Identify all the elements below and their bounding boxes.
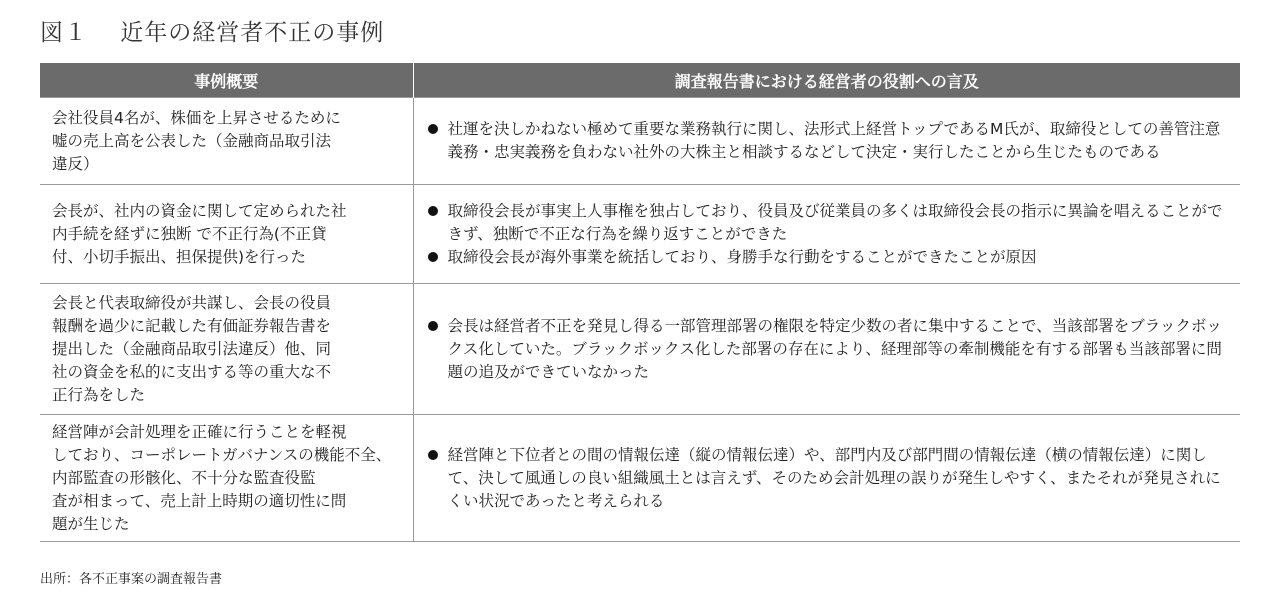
role-mention-text: 経営陣と下位者との間の情報伝達（縦の情報伝達）や、部門内及び部門間の情報伝達（横の情報伝達）に関して、決して風通しの良い組織風土とは言えず、そのため会計処理の誤りが発生しやすく、またそれが発見されにくい状況であったと考えられる (447, 445, 1221, 510)
case-summary-cell (40, 98, 413, 185)
list-item (426, 444, 1231, 513)
role-mention-list (426, 200, 1231, 269)
bullet-icon (428, 206, 438, 216)
list-item (426, 200, 1231, 246)
role-mention-text: 会長は経営者不正を発見し得る一部管理部署の権限を特定少数の者に集中することで、当該部署をブラックボックス化していた。ブラックボックス化した部署の存在により、経理部等の牽制機能を有する部署も当該部署に問題の追及ができていなかった (447, 316, 1222, 381)
role-mention-text: 取締役会長が事実上人事権を独占しており、役員及び従業員の多くは取締役会長の指示に異論を唱えることができず、独断で不正な行為を繰り返すことができた (447, 201, 1223, 243)
case-summary: 会長が、社内の資金に関して定められた社 内手続を経ずに独断 で不正行為(不正貸 付、小切手振出、担保提供)を行った (52, 201, 347, 266)
role-mention-cell (413, 185, 1240, 284)
bullet-icon (428, 124, 438, 134)
table-header-row (40, 63, 1240, 98)
role-mention-list (426, 315, 1231, 384)
list-item (426, 246, 1231, 269)
role-mention-cell (413, 98, 1240, 185)
case-summary-cell (40, 415, 413, 542)
list-item (426, 315, 1231, 384)
role-mention-cell (413, 284, 1240, 415)
table-row (40, 284, 1240, 415)
case-summary: 会長と代表取締役が共謀し、会長の役員 報酬を過少に記載した有価証券報告書を 提出した（金融商品取引法違反）他、同 社の資金を私的に支出する等の重大な不 正行為をした (52, 293, 332, 404)
table-row (40, 415, 1240, 542)
cases-table (40, 63, 1240, 542)
header-role-mention: 調査報告書における経営者の役割への言及 (413, 63, 1240, 98)
role-mention-list (426, 118, 1231, 164)
role-mention-text: 取締役会長が海外事業を統括しており、身勝手な行動をすることができたことが原因 (447, 247, 1037, 266)
figure-title: 図１ 近年の経営者不正の事例 (40, 20, 385, 46)
header-case-summary: 事例概要 (40, 63, 413, 98)
case-summary: 会社役員4名が、株価を上昇させるために 嘘の売上高を公表した（金融商品取引法 違反） (52, 108, 341, 173)
case-summary-cell (40, 185, 413, 284)
bullet-icon (428, 252, 438, 262)
role-mention-text: 社運を決しかねない極めて重要な業務執行に関し、法形式上経営トップであるM氏が、取締役としての善管注意義務・忠実義務を負わない社外の大株主と相談するなどして決定・実行したことから生じたものである (447, 120, 1221, 161)
list-item (426, 118, 1231, 164)
role-mention-cell (413, 415, 1240, 542)
case-summary-cell (40, 284, 413, 415)
source-note: 出所：各不正事案の調査報告書 (40, 572, 223, 587)
table-row (40, 98, 1240, 185)
case-summary: 経営陣が会計処理を正確に行うことを軽視 しており、コーポレートガバナンスの機能不全、 内部監査の形骸化、不十分な監査役監 査が相まって、売上計上時期の適切性に問 題が生じた (52, 422, 392, 533)
role-mention-list (426, 444, 1231, 513)
bullet-icon (428, 321, 438, 331)
bullet-icon (428, 450, 438, 460)
table-row (40, 185, 1240, 284)
